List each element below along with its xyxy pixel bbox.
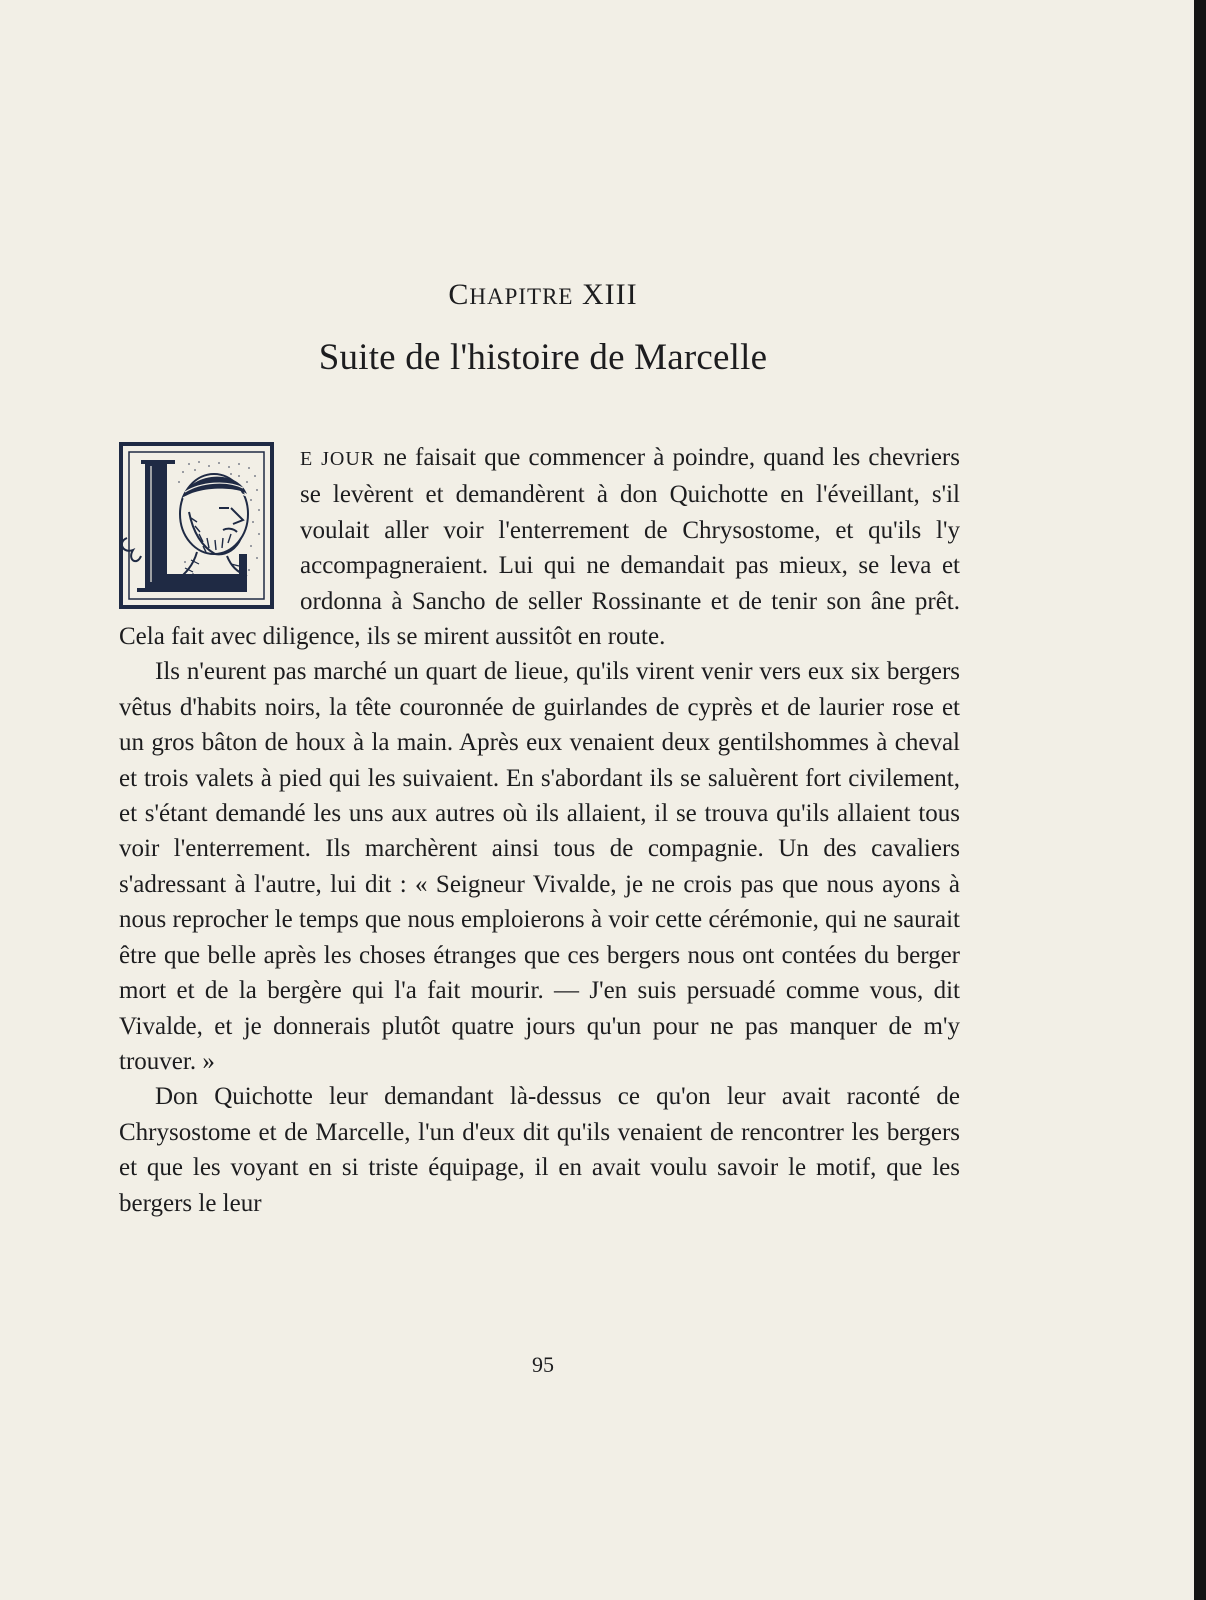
paragraph-1-lead: E JOUR (300, 448, 376, 470)
chapter-label-rest: HAPITRE (469, 284, 574, 309)
chapter-numeral: XIII (582, 278, 638, 311)
dropcap-svg (119, 442, 282, 609)
page-edge-shadow (1194, 0, 1206, 1600)
paragraph-1 (119, 440, 960, 654)
chapter-label-initial: C (448, 278, 470, 311)
chapter-title: Suite de l'histoire de Marcelle (318, 337, 768, 378)
paragraph-2: Ils n'eurent pas marché un quart de lieue, qu'ils virent venir vers eux six bergers vêtus d'habits noirs, la tête couronnée de guirlandes de cyprès et de laurier rose et un gros bâton de houx à la main. Après eux venaient deux gentilshommes à cheval et trois valets à pied qui les suivaient. En s'abordant ils se saluèrent fort civilement, et s'étant demandé les uns aux autres où ils allaient, il se trouva qu'ils allaient tous voir l'enterrement. Ils marchèrent ainsi tous de compagnie. Un des cavaliers s'adressant à l'autre, lui dit : « Seigneur Vivalde, je ne crois pas que nous ayons à nous reprocher le temps que nous emploierons à voir cette cérémonie, qui ne saurait être que belle après les choses étranges que ces bergers nous ont contées du berger mort et de la bergère qui l'a fait mourir. — J'en suis persuadé comme vous, dit Vivalde, et je donnerais plutôt quatre jours qu'un pour ne pas manquer de m'y trouver. » (119, 658, 960, 1075)
dropcap-illustration (119, 442, 282, 609)
paragraph-1-text: ne faisait que commencer à poindre, quand les chevriers se levèrent et demandèrent à don Quichotte en l'éveillant, s'il voulait aller voir l'enterrement de Chrysostome, et qu'ils l'y accompagneraient. Lui qui ne demandait pas mieux, se leva et ordonna à Sancho de seller Rossinante et de tenir son âne prêt. Cela fait avec diligence, ils se mirent aussitôt en route. (119, 444, 960, 651)
paragraph-3: Don Quichotte leur demandant là-dessus ce qu'on leur avait raconté de Chrysostome et de Marcelle, l'un d'eux dit qu'ils venaient de rencontrer les bergers et que les voyant en si triste équipage, il en avait voulu savoir le motif, que les bergers le leur (119, 1083, 960, 1217)
body-text (119, 440, 960, 1221)
chapter-label (0, 278, 1086, 312)
page-number: 95 (532, 1352, 554, 1377)
